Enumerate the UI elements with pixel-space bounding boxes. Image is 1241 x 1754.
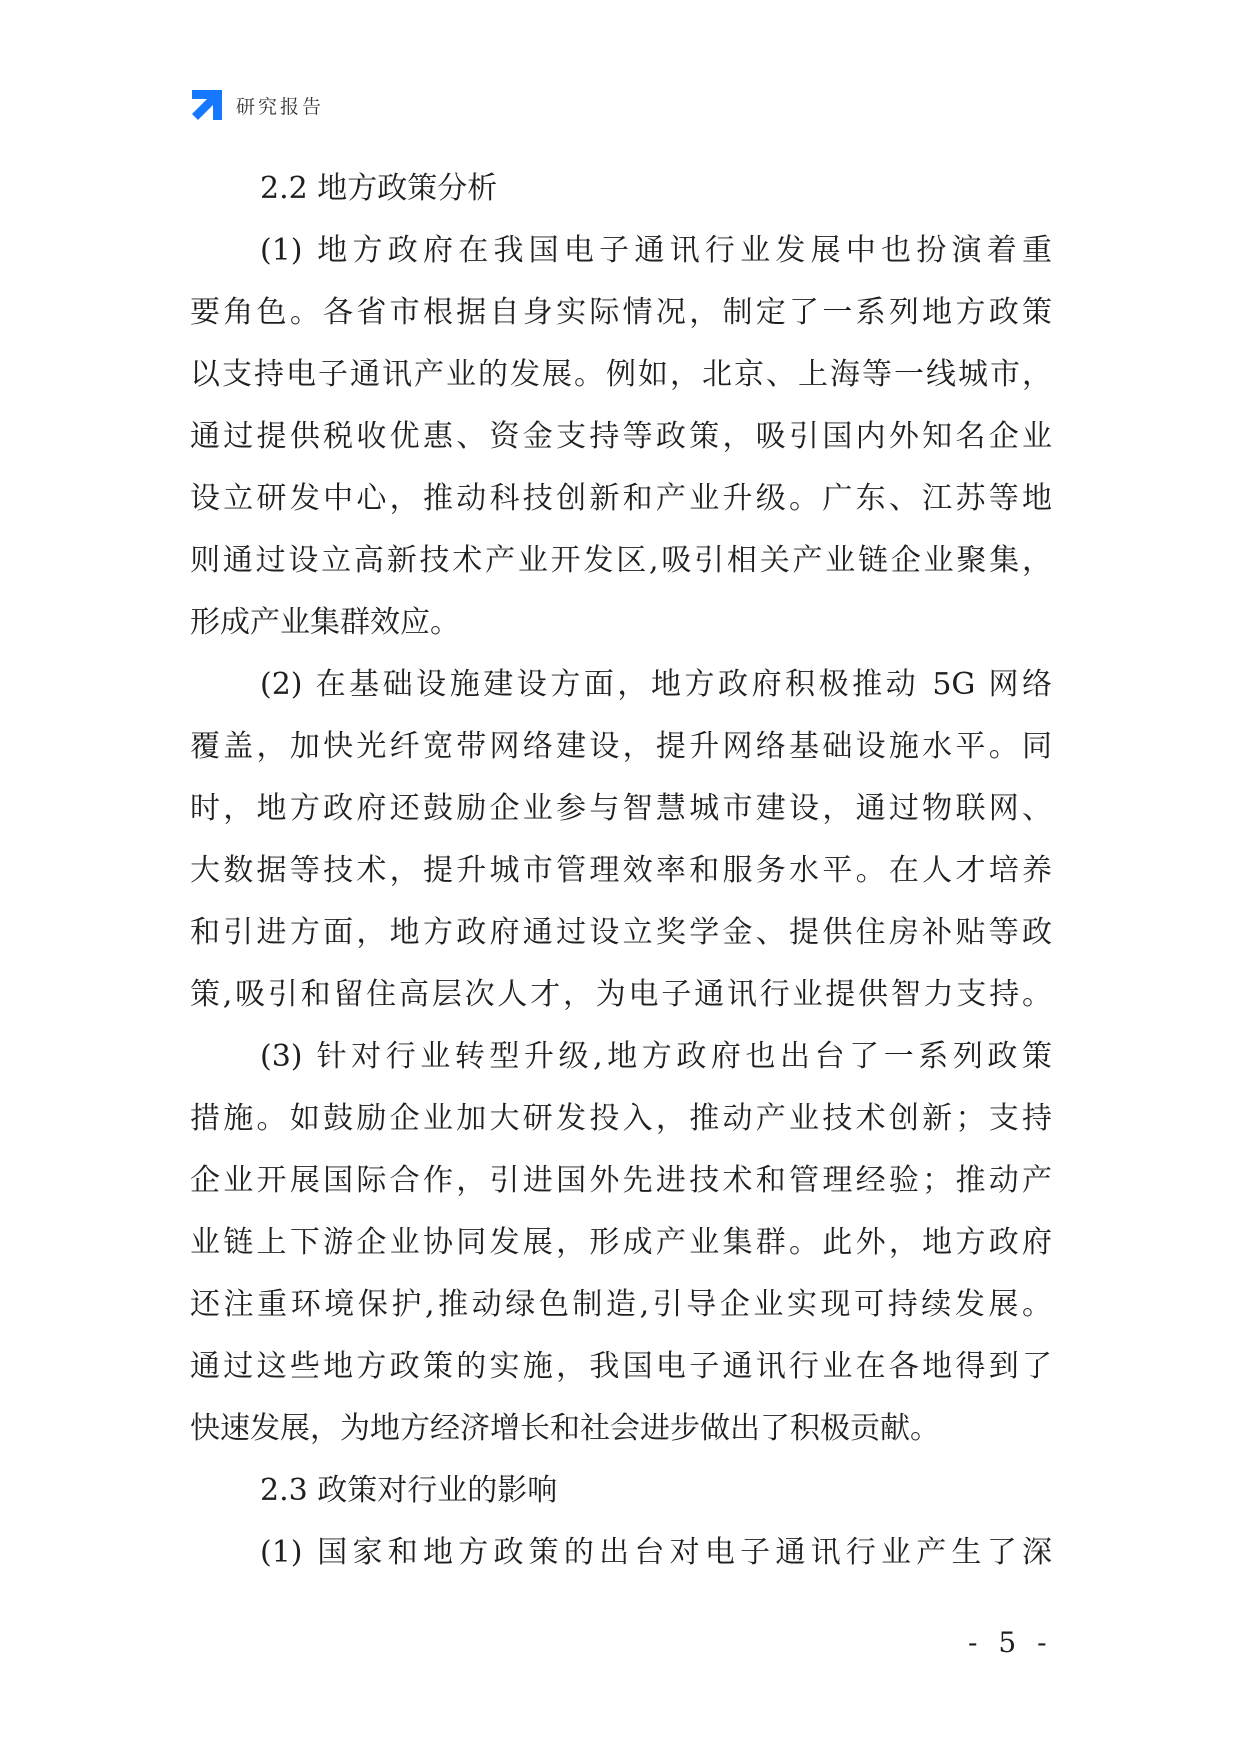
text-line: 以支持电子通讯产业的发展。例如，北京、上海等一线城市， bbox=[190, 357, 1052, 392]
paragraph-2-3-1 bbox=[190, 1522, 1052, 1584]
text-line: 快速发展，为地方经济增长和社会进步做出了积极贡献。 bbox=[190, 1411, 940, 1446]
text-line: 时，地方政府还鼓励企业参与智慧城市建设，通过物联网、 bbox=[190, 791, 1052, 826]
text-line: 企业开展国际合作，引进国外先进技术和管理经验；推动产 bbox=[190, 1163, 1052, 1198]
text-line: 策,吸引和留住高层次人才，为电子通讯行业提供智力支持。 bbox=[190, 977, 1052, 1012]
text-line: 和引进方面，地方政府通过设立奖学金、提供住房补贴等政 bbox=[190, 915, 1052, 950]
text-line: 要角色。各省市根据自身实际情况，制定了一系列地方政策 bbox=[190, 295, 1052, 330]
text-line: 还注重环境保护,推动绿色制造,引导企业实现可持续发展。 bbox=[190, 1287, 1052, 1322]
document-body bbox=[190, 158, 1052, 1584]
text-line: 则通过设立高新技术产业开发区,吸引相关产业链企业聚集， bbox=[190, 543, 1052, 578]
text-line: (2) 在基础设施建设方面，地方政府积极推动 5G 网络 bbox=[260, 667, 1052, 702]
section-heading-2-3: 2.3 政策对行业的影响 bbox=[260, 1473, 558, 1508]
text-line: 通过提供税收优惠、资金支持等政策，吸引国内外知名企业 bbox=[190, 419, 1052, 454]
text-line: 业链上下游企业协同发展，形成产业集群。此外，地方政府 bbox=[190, 1225, 1052, 1260]
text-line: 设立研发中心，推动科技创新和产业升级。广东、江苏等地 bbox=[190, 481, 1052, 516]
paragraph-2-2-2 bbox=[190, 654, 1052, 1026]
text-line: 覆盖，加快光纤宽带网络建设，提升网络基础设施水平。同 bbox=[190, 729, 1052, 764]
paragraph-2-2-3 bbox=[190, 1026, 1052, 1460]
section-heading-2-2: 2.2 地方政策分析 bbox=[260, 171, 498, 206]
text-line: (3) 针对行业转型升级,地方政府也出台了一系列政策 bbox=[260, 1039, 1052, 1074]
paragraph-2-2-1 bbox=[190, 220, 1052, 654]
text-line: 形成产业集群效应。 bbox=[190, 605, 460, 640]
text-line: 大数据等技术，提升城市管理效率和服务水平。在人才培养 bbox=[190, 853, 1052, 888]
text-line: 通过这些地方政策的实施，我国电子通讯行业在各地得到了 bbox=[190, 1349, 1052, 1384]
text-line: (1) 国家和地方政策的出台对电子通讯行业产生了深 bbox=[260, 1535, 1052, 1570]
header-title: 研究报告 bbox=[236, 95, 325, 118]
text-line: (1) 地方政府在我国电子通讯行业发展中也扮演着重 bbox=[260, 233, 1052, 268]
page-number: - 5 - bbox=[968, 1626, 1053, 1659]
report-header bbox=[190, 88, 324, 122]
text-line: 措施。如鼓励企业加大研发投入，推动产业技术创新；支持 bbox=[190, 1101, 1052, 1136]
arrow-up-right-logo-icon bbox=[190, 88, 224, 122]
